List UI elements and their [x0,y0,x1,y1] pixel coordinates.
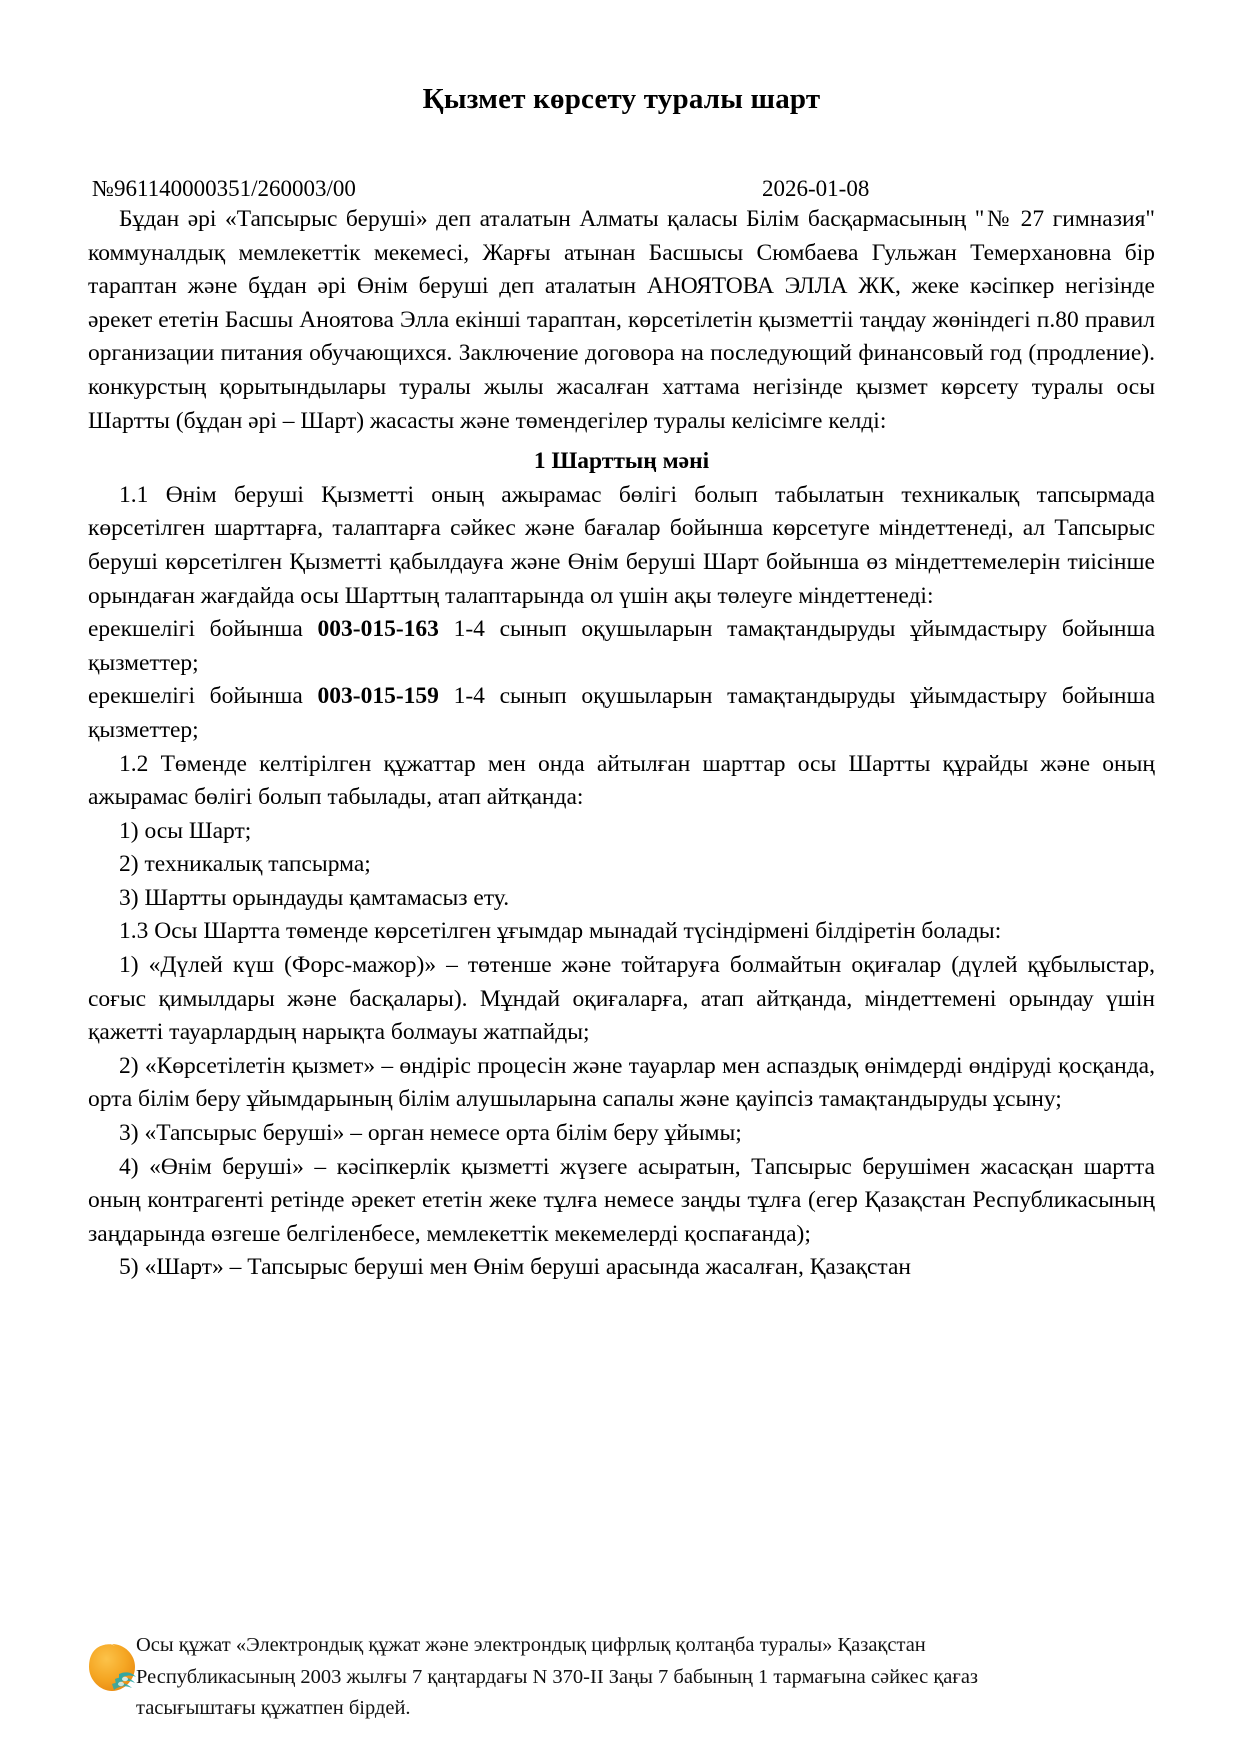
certification-line-1: Осы құжат «Электрондық құжат және электрондық цифрлық қолтаңба туралы» Қазақстан [136,1634,926,1656]
certification-line-3: тасығыштағы құжатпен бірдей. [136,1697,411,1719]
certification-line-2: Республикасының 2003 жылғы 7 қаңтардағы N 370-II Заңы 7 бабының 1 тармағына сәйкес қағаз [136,1665,979,1688]
document-number: №961140000351/260003/00 [92,176,356,201]
certification-footer [88,1636,1158,1741]
definition-item-3: 3) «Тапсырыс беруші» – орган немесе орта білім беру ұйымы; [119,1120,742,1147]
certification-text [136,1630,1146,1725]
document-date: 2026-01-08 [762,176,870,201]
definition-item-5: 5) «Шарт» – Тапсырыс беруші мен Өнім беруші арасында жасалған, Қазақстан [119,1254,911,1281]
lot-code-1: 003-015-163 [317,616,439,643]
document-list-item-3: 3) Шартты орындауды қамтамасыз ету. [119,884,510,911]
page-title: Қызмет көрсету туралы шарт [422,83,821,115]
document-list-item-2: 2) техникалық тапсырма; [119,851,371,878]
lot-code-2: 003-015-159 [317,683,439,710]
clause-1-2: 1.2 Төменде келтірілген құжаттар мен онда айтылған шарттар осы Шартты құрайды және оның ажырамас бөлігі болып табылады, атап айтқанда: [88,750,1155,811]
clause-1-3: 1.3 Осы Шартта төменде көрсетілген ұғымдар мынадай түсіндірмені білдіретін болады: [119,918,1002,945]
definition-item-4: 4) «Өнім беруші» – кәсіпкерлік қызметті жүзеге асыратын, Тапсырыс берушімен жасасқан шартта оның контрагенті ретінде әрекет ететін жеке тұлға немесе заңды тұлға (егер Қазақстан Республикасының заңдарында өзгеше белгіленбесе, мемлекеттік мекемелерді қоспағанда); [88,1153,1155,1247]
lot-line-2 [88,680,1155,747]
section-1-heading: 1 Шарттың мәні [533,448,710,475]
document-list-item-1: 1) осы Шарт; [119,817,252,844]
egov-logo-icon [81,1638,143,1700]
document-meta-row [88,175,1155,203]
definition-item-1: 1) «Дүлей күш (Форс-мажор)» – төтенше және тойтаруға болмайтын оқиғалар (дүлей құбылыстар, соғыс қимылдары және басқалары). Мұндай оқиғаларға, атап айтқанда, міндеттемені орындау үшін қажетті тауарлардың нарықта болмауы жатпайды; [88,952,1155,1046]
lot-line-1 [88,613,1155,680]
lot-suffix-2: 1-4 сынып оқушыларын тамақтандыруды ұйымдастыру бойынша қызметтер; [88,683,1156,743]
document-content [88,0,1155,1285]
clause-1-1: 1.1 Өнім беруші Қызметті оның ажырамас бөлігі болып табылатын техникалық тапсырмада көрсетілген шарттарға, талаптарға сәйкес және бағалар бойынша көрсетуге міндеттенеді, ал Тапсырыс беруші көрсетілген Қызметті қабылдауға және Өнім беруші Шарт бойынша өз міндеттемелерін тиісінше орындаған жағдайда осы Шарттың талаптарында ол үшін ақы төлеуге міндеттенеді: [88,481,1155,609]
lot-prefix-2: ерекшелігі бойынша [88,683,303,710]
lot-prefix-1: ерекшелігі бойынша [88,616,303,643]
preamble-paragraph: Бұдан әрі «Тапсырыс беруші» деп аталатын Алматы қаласы Білім басқармасының "№ 27 гимназия" коммуналдық мемлекеттік мекемесі, Жарғы атынан Басшысы Сюмбаева Гульжан Темерхановна бір тараптан және бұдан әрі Өнім беруші деп аталатын АНОЯТОВА ЭЛЛА ЖК, жеке кәсіпкер негізінде әрекет ететін Басшы Аноятова Элла екінші тараптан, көрсетілетін қызметтіі таңдау жөніндегі п.80 правил организации питания обучающихся. Заключение договора на последующий финансовый год (продление). конкурстың қорытындылары туралы жылы жасалған хаттама негізінде қызмет көрсету туралы осы Шартты (бұдан әрі – Шарт) жасасты және төмендегілер туралы келісімге келді: [88,206,1155,434]
definition-item-2: 2) «Көрсетілетін қызмет» – өндіріс процесін және тауарлар мен аспаздық өнімдерді өндіруді қосқанда, орта білім беру ұйымдарының білім алушыларына сапалы және қауіпсіз тамақтандыруды ұсыну; [88,1052,1155,1113]
lot-suffix-1: 1-4 сынып оқушыларын тамақтандыруды ұйымдастыру бойынша қызметтер; [88,616,1156,676]
